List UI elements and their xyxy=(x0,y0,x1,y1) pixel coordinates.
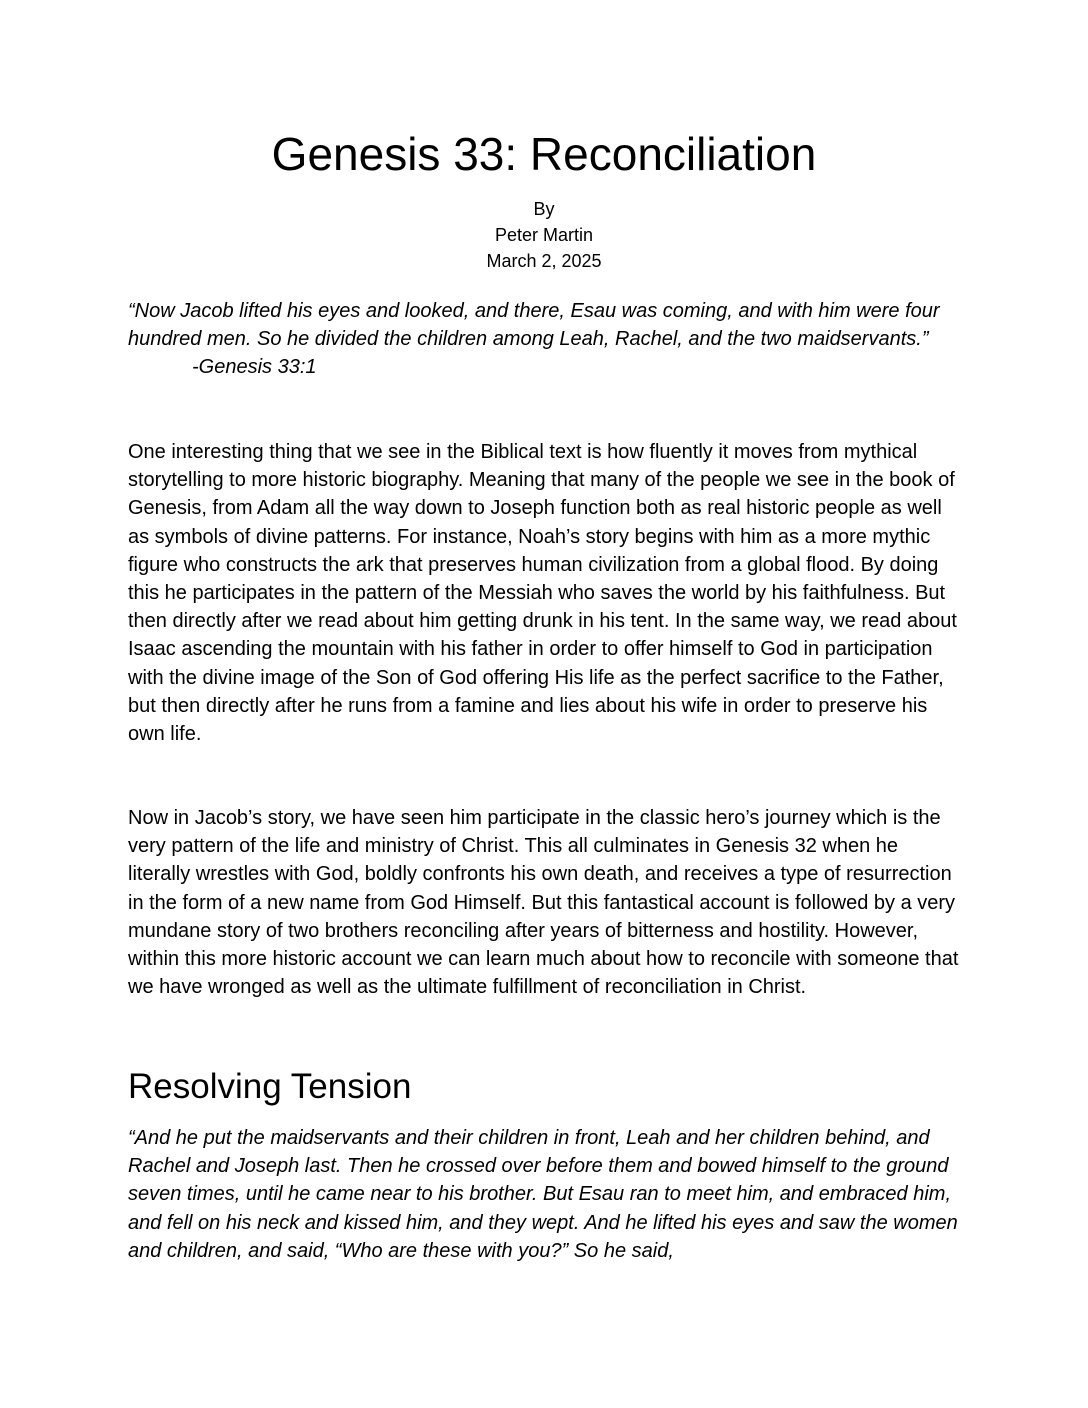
section-quote xyxy=(128,1124,962,1265)
paragraph-text: One interesting thing that we see in the Biblical text is how fluently it moves from mythical storytelling to more historic biography. Meaning that many of the people we see in the book of Genesis, from Adam all the way down to Joseph function both as real historic people as well as symbols of divine patterns. For instance, Noah’s story begins with him as a more mythic figure who constructs the ark that preserves human civilization from a global flood. By doing this he participates in the pattern of the Messiah who saves the world by his faithfulness. But then directly after we read about him getting drunk in his tent. In the same way, we read about Isaac ascending the mountain with his father in order to offer himself to God in participation with the divine image of the Son of God offering His life as the perfect sacrifice to the Father, but then directly after he runs from a famine and lies about his wife in order to preserve his own life. xyxy=(128,441,957,746)
byline xyxy=(0,196,1088,274)
byline-date: March 2, 2025 xyxy=(486,251,602,271)
body-paragraph-1 xyxy=(128,438,962,748)
paragraph-text: Now in Jacob’s story, we have seen him participate in the classic hero’s journey which is the very pattern of the life and ministry of Christ. This all culminates in Genesis 32 when he literally wrestles with God, boldly confronts his own death, and receives a type of resurrection in the form of a new name from God Himself. But this fantastical account is followed by a very mundane story of two brothers reconciling after years of bitterness and hostility. However, within this more historic account we can learn much about how to reconcile with someone that we have wronged as well as the ultimate fulfillment of reconciliation in Christ. xyxy=(128,807,959,999)
document-title: Genesis 33: Reconciliation xyxy=(271,128,817,180)
epigraph-reference: -Genesis 33:1 xyxy=(192,356,317,379)
epigraph xyxy=(128,297,962,382)
epigraph-quote: “Now Jacob lifted his eyes and looked, and there, Esau was coming, and with him were four hundred men. So he divided the children among Leah, Rachel, and the two maidservants.” xyxy=(128,300,940,351)
section-quote-text: “And he put the maidservants and their children in front, Leah and her children behind, and Rachel and Joseph last. Then he crossed over before them and bowed himself to the ground seven times, until he came near to his brother. But Esau ran to meet him, and embraced him, and fell on his neck and kissed him, and they wept. And he lifted his eyes and saw the women and children, and said, “Who are these with you?” So he said, xyxy=(128,1127,958,1262)
body-paragraph-2 xyxy=(128,804,962,1001)
section-heading: Resolving Tension xyxy=(128,1067,412,1106)
byline-author: Peter Martin xyxy=(494,225,594,245)
byline-by: By xyxy=(533,199,555,219)
